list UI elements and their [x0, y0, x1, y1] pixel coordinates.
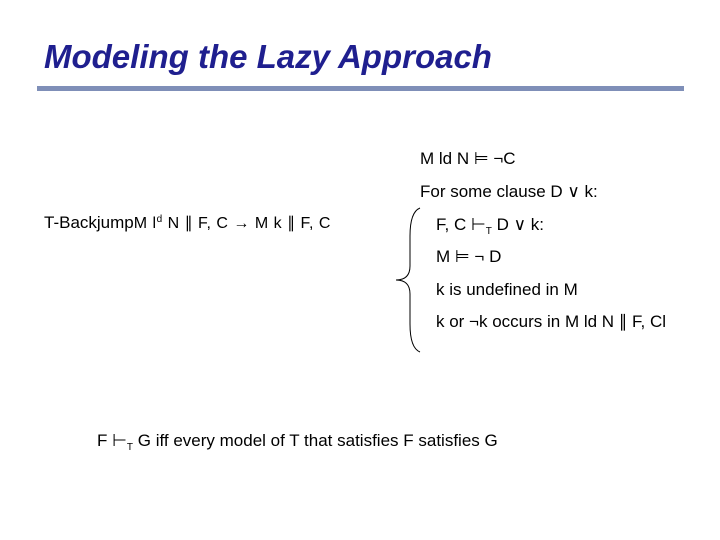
- condition-line-1: M ld N ⊨ ¬C: [420, 149, 516, 168]
- title-underline: [37, 86, 684, 91]
- footnote-definition: F $⊢_T$ G iff every model of T that satisfies F satisfies G: [97, 431, 498, 453]
- condition-line-5: k is undefined in M: [436, 280, 578, 299]
- rule-statement: [44, 213, 331, 233]
- condition-line-4: M ⊨ ¬ D: [436, 247, 502, 266]
- condition-line-2: For some clause D ∨ k:: [420, 182, 598, 201]
- condition-line-3: F, C $⊢_T$ D ∨ k:: [436, 215, 544, 237]
- condition-line-6: k or ¬k occurs in M ld N ∥ F, Cl: [436, 312, 667, 331]
- curly-brace-icon: [388, 206, 424, 354]
- rule-name: T-Backjump: [44, 213, 134, 232]
- slide-title: Modeling the Lazy Approach: [44, 38, 492, 75]
- rule-premise: M $l^d$ N ∥ F, C → M k ∥ F, C: [133, 214, 331, 232]
